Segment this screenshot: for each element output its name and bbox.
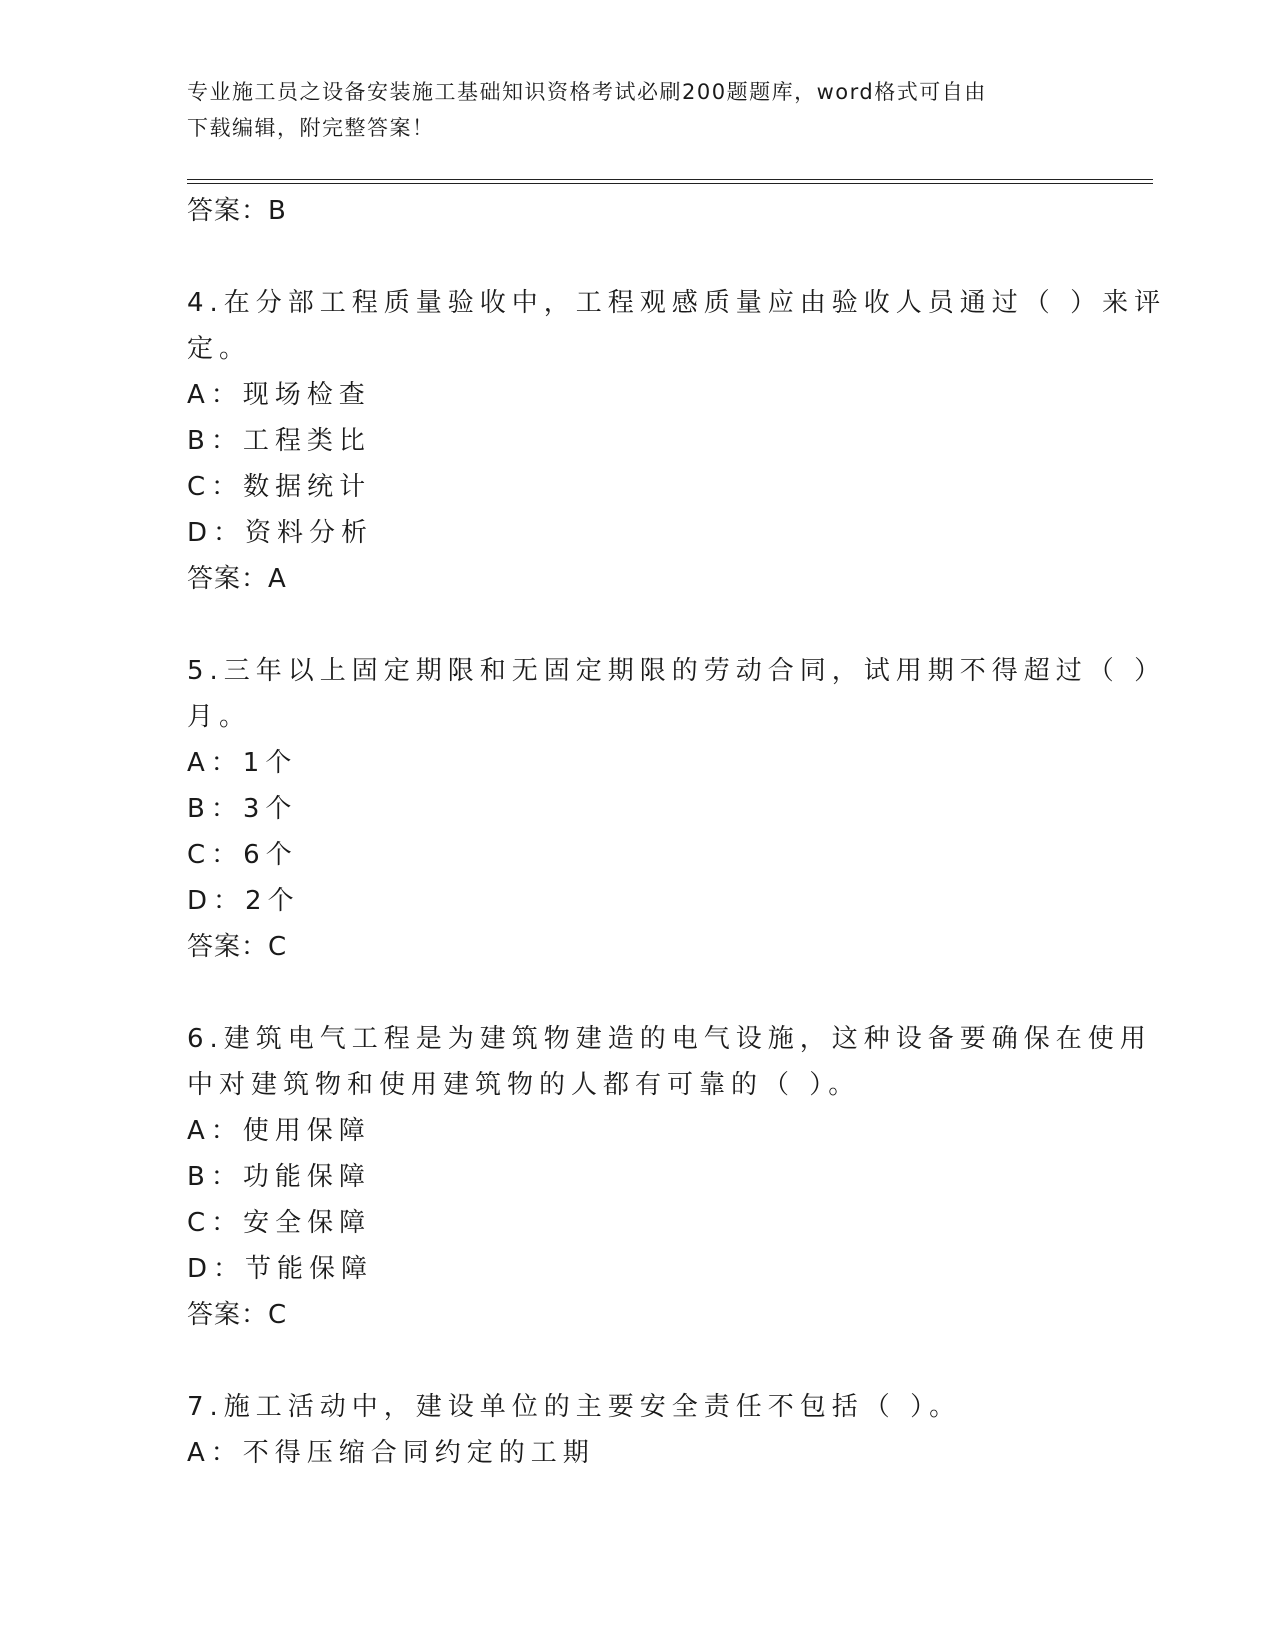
- question-4-text-line-1: 4.在分部工程质量验收中，工程观感质量应由验收人员通过（ ）来评: [187, 288, 1167, 318]
- question-4-option-c: C：数据统计: [187, 472, 372, 502]
- header-title-line-2: 下载编辑，附完整答案！: [187, 116, 435, 140]
- question-6-option-b: B：功能保障: [187, 1162, 371, 1192]
- spacer: [187, 602, 1087, 648]
- question-7-option-a: A：不得压缩合同约定的工期: [187, 1438, 595, 1468]
- question-6: [187, 1016, 1152, 1338]
- question-5-option-b: B：3个: [187, 794, 298, 824]
- question-6-option-d: D：节能保障: [187, 1254, 374, 1284]
- page-header: [187, 74, 1087, 146]
- question-6-answer: 答案：C: [187, 1300, 288, 1330]
- question-4: [187, 280, 1167, 602]
- question-5-answer: 答案：C: [187, 932, 288, 962]
- question-5-option-c: C：6个: [187, 840, 298, 870]
- question-4-option-d: D：资料分析: [187, 518, 374, 548]
- spacer: [187, 234, 1087, 280]
- question-7: [187, 1384, 1087, 1476]
- question-5-text-line-1: 5.三年以上固定期限和无固定期限的劳动合同，试用期不得超过（ ）: [187, 656, 1167, 686]
- question-5-option-d: D：2个: [187, 886, 300, 916]
- spacer: [187, 970, 1087, 1016]
- question-7-text-line-1: 7.施工活动中，建设单位的主要安全责任不包括（ ）。: [187, 1392, 962, 1422]
- question-6-option-c: C：安全保障: [187, 1208, 372, 1238]
- question-6-text-line-1: 6.建筑电气工程是为建筑物建造的电气设施，这种设备要确保在使用: [187, 1024, 1152, 1054]
- question-4-option-a: A：现场检查: [187, 380, 371, 410]
- question-5-option-a: A：1个: [187, 748, 298, 778]
- question-5-text-line-2: 月。: [187, 702, 252, 732]
- question-6-text-line-2: 中对建筑物和使用建筑物的人都有可靠的（ ）。: [187, 1070, 861, 1100]
- question-4-text-line-2: 定。: [187, 334, 252, 364]
- question-4-answer: 答案：A: [187, 564, 287, 594]
- document-body: [187, 188, 1167, 1476]
- header-title-line-1: 专业施工员之设备安装施工基础知识资格考试必刷200题题库，word格式可自由: [187, 80, 987, 104]
- question-4-option-b: B：工程类比: [187, 426, 371, 456]
- header-divider: [187, 179, 1153, 184]
- spacer: [187, 1338, 1087, 1384]
- question-6-option-a: A：使用保障: [187, 1116, 371, 1146]
- question-5: [187, 648, 1167, 970]
- answer-previous: 答案：B: [187, 196, 287, 226]
